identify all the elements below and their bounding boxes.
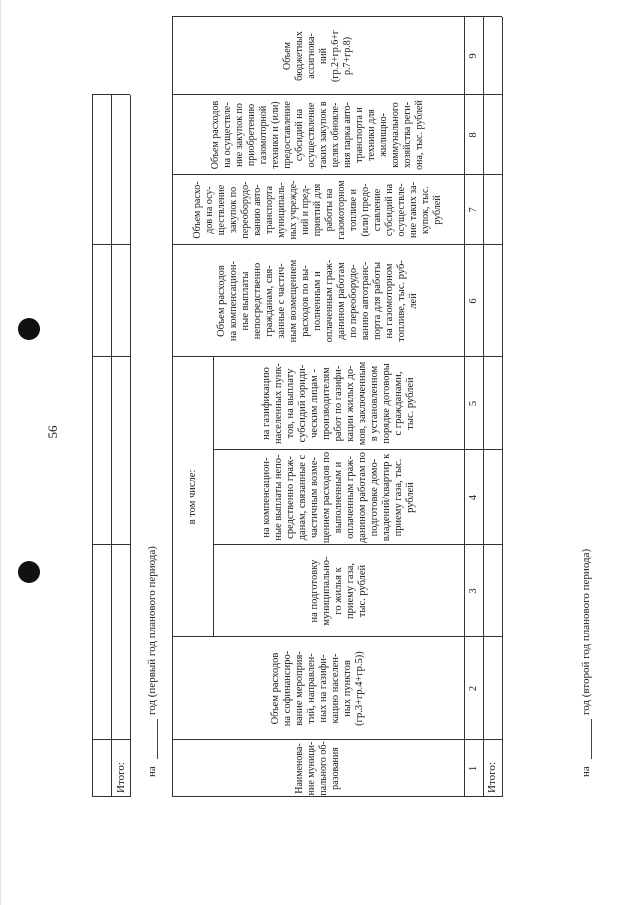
second-period-blank xyxy=(591,719,592,759)
header-col-3: на подготовку муниципально- го жилья к приему газа, тыс. рублей xyxy=(308,556,368,626)
prev-total-label: Итого: xyxy=(115,762,127,793)
col-num-2: 2 xyxy=(467,685,479,692)
col-num-1: 1 xyxy=(467,765,479,772)
prev-table-sep-2 xyxy=(92,544,130,545)
first-period-title: год (первый год планового периода) xyxy=(146,546,158,715)
col-num-7: 7 xyxy=(467,207,479,213)
prev-table-edge-right xyxy=(92,94,130,95)
header-in-that-number: в том числе: xyxy=(187,469,198,525)
prev-table-sep-1 xyxy=(92,739,130,740)
page-number: 56 xyxy=(45,425,60,439)
header-col-5: на газификацию населенных пунк- тов, на выплату субсидий юриди- ческим лицам - производителям работ по газифи- кации жилых до- мов, заключенным в установленном порядке договоры с гражданами, тыс. рублей xyxy=(260,361,416,446)
col-num-3: 3 xyxy=(467,588,479,594)
table-numbers-bottom xyxy=(483,17,484,797)
col-num-5: 5 xyxy=(467,400,479,407)
header-col-6: Объем расходов на компенсацион- ные выплаты непосредственно гражданам, свя- занные с частич- ным возмещением расходов по вы- полненным и оплаченным граж- данином работам по переоборудо- ванию автотранс- порта для работы на газомоторном топливе, тыс. руб- лей xyxy=(216,259,419,343)
col-num-4: 4 xyxy=(467,494,479,501)
prev-table-bottom xyxy=(130,95,131,797)
first-period-prefix: на xyxy=(146,766,158,777)
prev-table-top xyxy=(92,95,93,797)
second-period-prefix: на xyxy=(580,766,592,777)
header-col-2: Объем расходов на софинансиро- вание мероприя- тий, направлен- ных на газифи- кацию населен- ных пунктов (гр.3+гр.4+гр.5)) xyxy=(270,650,365,727)
header-col-8: Объем расходов на осуществле- ние закупок по приобретению газомоторной техники и (или) предоставление субсидий на осуществление таких закупок в целях обновле- ния парка авто- транспорта и техники для жилищно- коммунального хозяйства реги- она, тыс. рублей xyxy=(210,100,425,170)
header-col-1: Наименова- ние муници- пального об- разования xyxy=(294,741,341,796)
header-col-7: Объем расхо- дов на осу- ществление закупок по переоборудо- ванию авто- транспорта муниципаль- ных учрежде- ний и пред- приятий для работы на газомоторном топливе и (или) предо- ставление субсидий на осуществле- ние таких за- купок, тыс. рублей xyxy=(192,180,443,240)
col-num-6: 6 xyxy=(467,298,479,304)
second-period-title: год (второй год планового периода) xyxy=(580,548,592,715)
prev-table-sep-3 xyxy=(92,356,130,357)
table-total-bottom xyxy=(502,17,503,797)
prev-table-edge xyxy=(92,796,130,797)
col-num-9: 9 xyxy=(467,53,479,59)
prev-table-sep-4 xyxy=(92,244,130,245)
header-col-4: на компенсацион- ные выплаты непо- средственно граж- данам, связанные с частичным возме- щением расходов по выполненным и оплаченным граж- данином работам по подготовке домо- владений/квартир к приему газа, тыс. рублей xyxy=(260,451,416,544)
header-col-9: Объем бюджетных ассигнова- ний (гр.2+гр.6+г р.7+гр.8) xyxy=(282,30,353,82)
first-period-blank xyxy=(157,719,158,759)
prev-table-mid xyxy=(111,95,112,797)
col-num-8: 8 xyxy=(467,132,479,138)
total-label: Итого: xyxy=(486,762,498,793)
